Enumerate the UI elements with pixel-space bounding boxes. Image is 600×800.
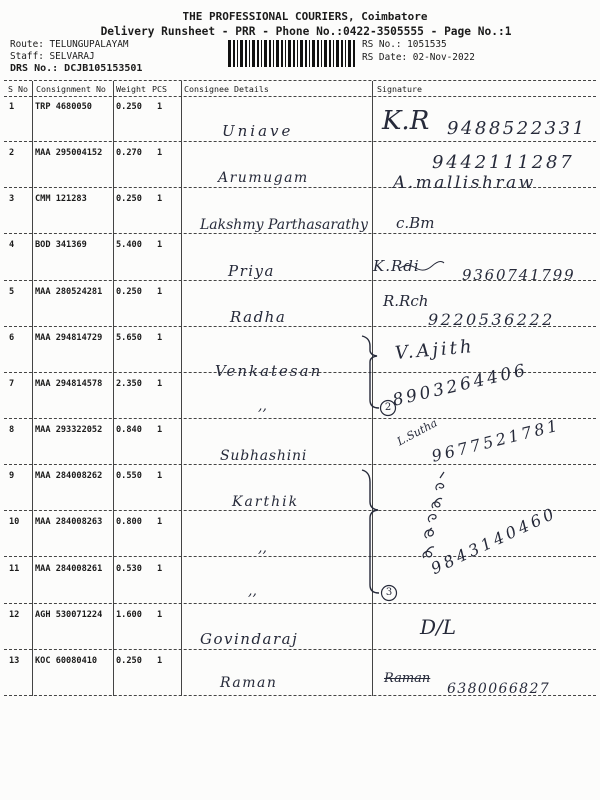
consignee-handwriting: Govindaraj xyxy=(200,630,299,648)
barcode-bar xyxy=(261,40,262,67)
signature-handwriting: K.R xyxy=(382,106,430,136)
column-header-pcs: PCS xyxy=(152,84,167,94)
sno-cell: 10 xyxy=(9,517,20,528)
consignee-handwriting: Raman xyxy=(220,675,278,691)
barcode-bar xyxy=(233,40,235,67)
consignment-cell: TRP 4680050 xyxy=(35,102,92,112)
column-header-weight: Weight xyxy=(116,84,146,94)
barcode-bar xyxy=(269,40,271,67)
sno-cell: 9 xyxy=(9,471,15,482)
signature-handwriting: A.mallishraw xyxy=(393,173,536,193)
barcode-bar xyxy=(353,40,355,67)
barcode-bar xyxy=(321,40,322,67)
column-divider xyxy=(372,81,373,696)
sno-cell: 1 xyxy=(9,102,15,112)
sno-cell: 12 xyxy=(9,609,20,620)
pcs-cell: 1 xyxy=(157,563,163,574)
barcode-bar xyxy=(345,40,346,67)
pcs-cell: 1 xyxy=(157,609,163,620)
barcode-bar xyxy=(288,40,291,67)
sno-cell: 7 xyxy=(9,378,15,389)
consignee-handwriting: Lakshmy Parthasarathy xyxy=(200,217,368,233)
route-label: Route: TELUNGUPALAYAM xyxy=(10,39,129,50)
group-mark-number: 3 xyxy=(385,587,393,598)
drs-number: DRS No.: DCJB105153501 xyxy=(10,63,143,74)
pcs-cell: 1 xyxy=(157,517,163,528)
pcs-cell: 1 xyxy=(157,655,163,666)
rs-number: RS No.: 1051535 xyxy=(362,39,447,50)
phone-handwriting: 9220536222 xyxy=(428,310,555,329)
barcode-bar xyxy=(249,40,250,67)
company-title: THE PROFESSIONAL COURIERS, Coimbatore xyxy=(182,10,428,23)
barcode-bar xyxy=(312,40,315,67)
weight-cell: 0.250 xyxy=(116,102,142,112)
ditto-mark: ,, xyxy=(258,398,267,414)
column-header-consignment: Consignment No xyxy=(36,84,106,94)
consignment-cell: MAA 284008263 xyxy=(35,517,103,528)
signature-handwriting: K.Rdi xyxy=(373,257,420,275)
sno-cell: 4 xyxy=(9,240,15,251)
pcs-cell: 1 xyxy=(157,425,163,436)
barcode-bar xyxy=(281,40,283,67)
pcs-cell: 1 xyxy=(157,148,163,159)
barcode-bar xyxy=(228,40,231,67)
column-divider xyxy=(113,81,114,696)
pcs-cell: 1 xyxy=(157,240,163,251)
barcode-bar xyxy=(252,40,255,67)
column-header-signature: Signature xyxy=(377,84,422,94)
column-header-sno: S No xyxy=(8,84,28,94)
sno-cell: 11 xyxy=(9,563,20,574)
weight-cell: 2.350 xyxy=(116,378,142,389)
barcode-bar xyxy=(273,40,274,67)
barcode-bar xyxy=(309,40,310,67)
sno-cell: 5 xyxy=(9,286,15,297)
consignment-cell: MAA 284008262 xyxy=(35,471,103,482)
phone-handwriting: 9843140460 xyxy=(427,503,560,579)
consignment-cell: BOD 341369 xyxy=(35,240,87,251)
barcode-bar xyxy=(257,40,259,67)
signature-handwriting: c.Bm xyxy=(396,214,435,232)
phone-handwriting: 6380066827 xyxy=(447,681,551,697)
weight-cell: 1.600 xyxy=(116,609,142,620)
barcode-bar xyxy=(317,40,319,67)
weight-cell: 0.250 xyxy=(116,194,142,205)
consignee-handwriting: Arumugam xyxy=(218,170,309,186)
barcode-bar xyxy=(240,40,243,67)
barcode-bar xyxy=(293,40,295,67)
barcode-bar xyxy=(336,40,339,67)
consignee-handwriting: Venkatesan xyxy=(215,362,323,380)
pcs-cell: 1 xyxy=(157,471,163,482)
barcode-bar xyxy=(237,40,238,67)
consignment-cell: MAA 280524281 xyxy=(35,286,103,297)
pcs-cell: 1 xyxy=(157,102,163,112)
consignment-cell: MAA 294814729 xyxy=(35,332,103,343)
weight-cell: 0.250 xyxy=(116,655,142,666)
consignee-handwriting: Karthik xyxy=(232,494,300,510)
barcode-bar xyxy=(276,40,279,67)
phone-handwriting: 8903264406 xyxy=(390,360,530,411)
signature-handwriting: Raman xyxy=(384,671,431,686)
table-row xyxy=(4,558,596,604)
consignment-cell: MAA 293322052 xyxy=(35,425,103,436)
phone-handwriting: 9360741799 xyxy=(462,266,576,284)
sno-cell: 8 xyxy=(9,425,15,436)
weight-cell: 5.650 xyxy=(116,332,142,343)
barcode-bar xyxy=(297,40,298,67)
signature-handwriting: L.Sutha xyxy=(394,416,440,449)
consignment-cell: MAA 295004152 xyxy=(35,148,103,159)
consignee-handwriting: Priya xyxy=(228,262,275,280)
column-header-consignee: Consignee Details xyxy=(184,84,269,94)
barcode-bar xyxy=(324,40,327,67)
consignee-handwriting: Radha xyxy=(230,308,287,326)
pcs-cell: 1 xyxy=(157,286,163,297)
barcode-bar xyxy=(333,40,334,67)
phone-handwriting: 9677521781 xyxy=(429,415,563,466)
ditto-mark: ,, xyxy=(248,583,257,599)
table-row xyxy=(4,604,596,650)
consignment-cell: MAA 284008261 xyxy=(35,563,103,574)
barcode-bar xyxy=(341,40,343,67)
ditto-mark: ,, xyxy=(258,540,267,556)
column-divider xyxy=(32,81,33,696)
phone-handwriting: 9442111287 xyxy=(432,152,575,173)
consignment-cell: CMM 121283 xyxy=(35,194,87,205)
staff-label: Staff: SELVARAJ xyxy=(10,51,95,62)
barcode-bar xyxy=(300,40,303,67)
phone-handwriting: 9488522331 xyxy=(447,118,587,139)
consignment-cell: MAA 294814578 xyxy=(35,378,103,389)
barcode-bar xyxy=(285,40,286,67)
group-mark-number: 2 xyxy=(384,402,392,413)
pcs-cell: 1 xyxy=(157,332,163,343)
barcode-bar xyxy=(305,40,307,67)
sno-cell: 3 xyxy=(9,194,15,205)
signature-handwriting: V.Ajith xyxy=(394,336,476,364)
weight-cell: 0.840 xyxy=(116,425,142,436)
pcs-cell: 1 xyxy=(157,194,163,205)
runsheet-subtitle: Delivery Runsheet - PRR - Phone No.:0422-3505555 - Page No.:1 xyxy=(100,25,512,38)
sno-cell: 2 xyxy=(9,148,15,159)
weight-cell: 5.400 xyxy=(116,240,142,251)
consignee-handwriting: Uniave xyxy=(222,122,294,140)
sno-cell: 6 xyxy=(9,332,15,343)
barcode-bar xyxy=(329,40,331,67)
barcode-bar xyxy=(264,40,267,67)
consignment-cell: KOC 60080410 xyxy=(35,655,98,666)
pcs-cell: 1 xyxy=(157,378,163,389)
weight-cell: 0.800 xyxy=(116,517,142,528)
weight-cell: 0.530 xyxy=(116,563,142,574)
signature-handwriting: D/L xyxy=(420,615,457,639)
barcode-bar xyxy=(245,40,247,67)
signature-handwriting: R.Rch xyxy=(383,292,429,310)
sno-cell: 13 xyxy=(9,655,20,666)
weight-cell: 0.550 xyxy=(116,471,142,482)
table-row xyxy=(4,465,596,511)
rs-date: RS Date: 02-Nov-2022 xyxy=(362,52,475,63)
consignee-handwriting: Subhashini xyxy=(220,448,308,464)
column-divider xyxy=(181,81,182,696)
weight-cell: 0.270 xyxy=(116,148,142,159)
table-top-rule xyxy=(4,80,596,81)
consignment-cell: AGH 530071224 xyxy=(35,609,103,620)
weight-cell: 0.250 xyxy=(116,286,142,297)
barcode-bar xyxy=(348,40,351,67)
barcode xyxy=(228,40,356,67)
